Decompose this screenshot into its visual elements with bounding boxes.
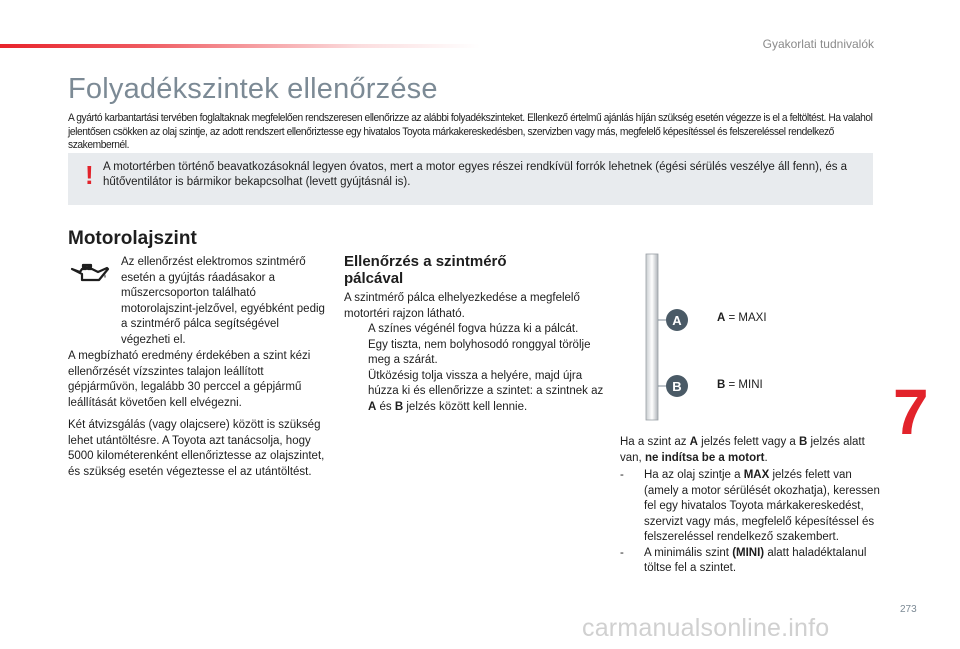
oil-can-icon — [70, 262, 110, 284]
intro-paragraph: A gyártó karbantartási tervében foglaltaknak megfelelően rendszeresen ellenőrizze az alábbi folyadékszinteket. Ellenkező értelmű ajánlás híján szükség esetén végezze is el a feltöltést. Ha valahol jelentősen csökken az olaj szintje, az adott rendszert ellenőriztesse egy hivatalos Toyota márkakereskedésben, szervizben vagy más, megfelelő képesítéssel és felszereléssel rendelkező szakembernél. — [68, 112, 873, 151]
oil-intro-text: Az ellenőrzést elektromos szintmérő esetén a gyújtás ráadásakor a műszercsoporton található motorolajszint-jelzővel, egyébként pedig a szintmérő pálca segítségével végezheti el. — [121, 256, 325, 346]
dipstick-intro: A szintmérő pálca elhelyezkedése a megfelelő motortéri rajzon látható. — [344, 292, 580, 320]
dash: - — [620, 546, 624, 559]
warning-text: A motortérben történő beavatkozásoknál legyen óvatos, mert a motor egyes részei rendkívül forrók lehetnek (égési sérülés veszélye áll fenn), és a hűtőventilátor is bármikor bekapcsolhat (levett gyújtásnál is). — [103, 161, 848, 188]
result-intro: Ha a szint az A jelzés felett vagy a B jelzés alatt van, ne indítsa be a motort. — [620, 436, 865, 464]
oil-paragraph-2: Két átvizsgálás (vagy olajcsere) között is szükség lehet utántöltésre. A Toyota azt tanácsolja, hogy 5000 kilométerenként ellenőriztesse az olajszintet, és szükség esetén végeztesse el az utántöltést. — [68, 419, 325, 478]
result-item-text: Ha az olaj szintje a MAX jelzés felett van (amely a motor sérülését okozhatja), keressen fel egy hivatalos Toyota márkakereskedést, szervizt vagy más, megfelelő képesítéssel és felszereléssel rendelkező szakembert. — [644, 469, 880, 543]
mini-label: B = MINI — [717, 379, 763, 391]
oil-paragraph-1: A megbízható eredmény érdekében a szint kézi ellenőrzését vízszintes talajon leállított gépjárművön, legalább 30 perccel a gépjármű leállítását követően kell elvégezni. — [68, 350, 311, 409]
step-text: Egy tiszta, nem bolyhosodó ronggyal törölje meg a szárát. — [368, 338, 591, 366]
warning-box — [68, 153, 873, 205]
dipstick-steps — [344, 322, 614, 415]
dipstick-heading: Ellenőrzés a szintmérő pálcával — [344, 253, 507, 287]
section-title: Gyakorlati tudnivalók — [762, 37, 874, 51]
page-title: Folyadékszintek ellenőrzése — [68, 73, 438, 105]
step-text: A színes végénél fogva húzza ki a pálcát. — [368, 323, 579, 335]
list-item — [344, 322, 614, 338]
dash: - — [620, 469, 624, 481]
list-item — [344, 338, 614, 369]
exclamation-icon: ! — [85, 160, 94, 190]
result-item-text: A minimális szint (MINI) alatt haladéktalanul töltse fel a szintet. — [644, 546, 867, 574]
header-accent-bar — [0, 44, 480, 48]
dipstick-figure — [640, 252, 700, 422]
marker-b-letter: B — [672, 379, 682, 394]
chapter-number: 7 — [893, 376, 929, 448]
list-item — [344, 369, 614, 416]
list-item — [620, 546, 880, 577]
oil-heading: Motorolajszint — [68, 228, 197, 249]
watermark: carmanualsonline.info — [582, 614, 830, 642]
maxi-label: A = MAXI — [717, 312, 767, 324]
marker-a-letter: A — [672, 313, 682, 328]
step-text: Ütközésig tolja vissza a helyére, majd újra húzza ki és ellenőrizze a szintet: a szintnek az A és B jelzés között kell lennie. — [368, 369, 604, 413]
result-list — [620, 468, 880, 577]
list-item — [620, 468, 880, 546]
page-number: 273 — [900, 604, 917, 615]
